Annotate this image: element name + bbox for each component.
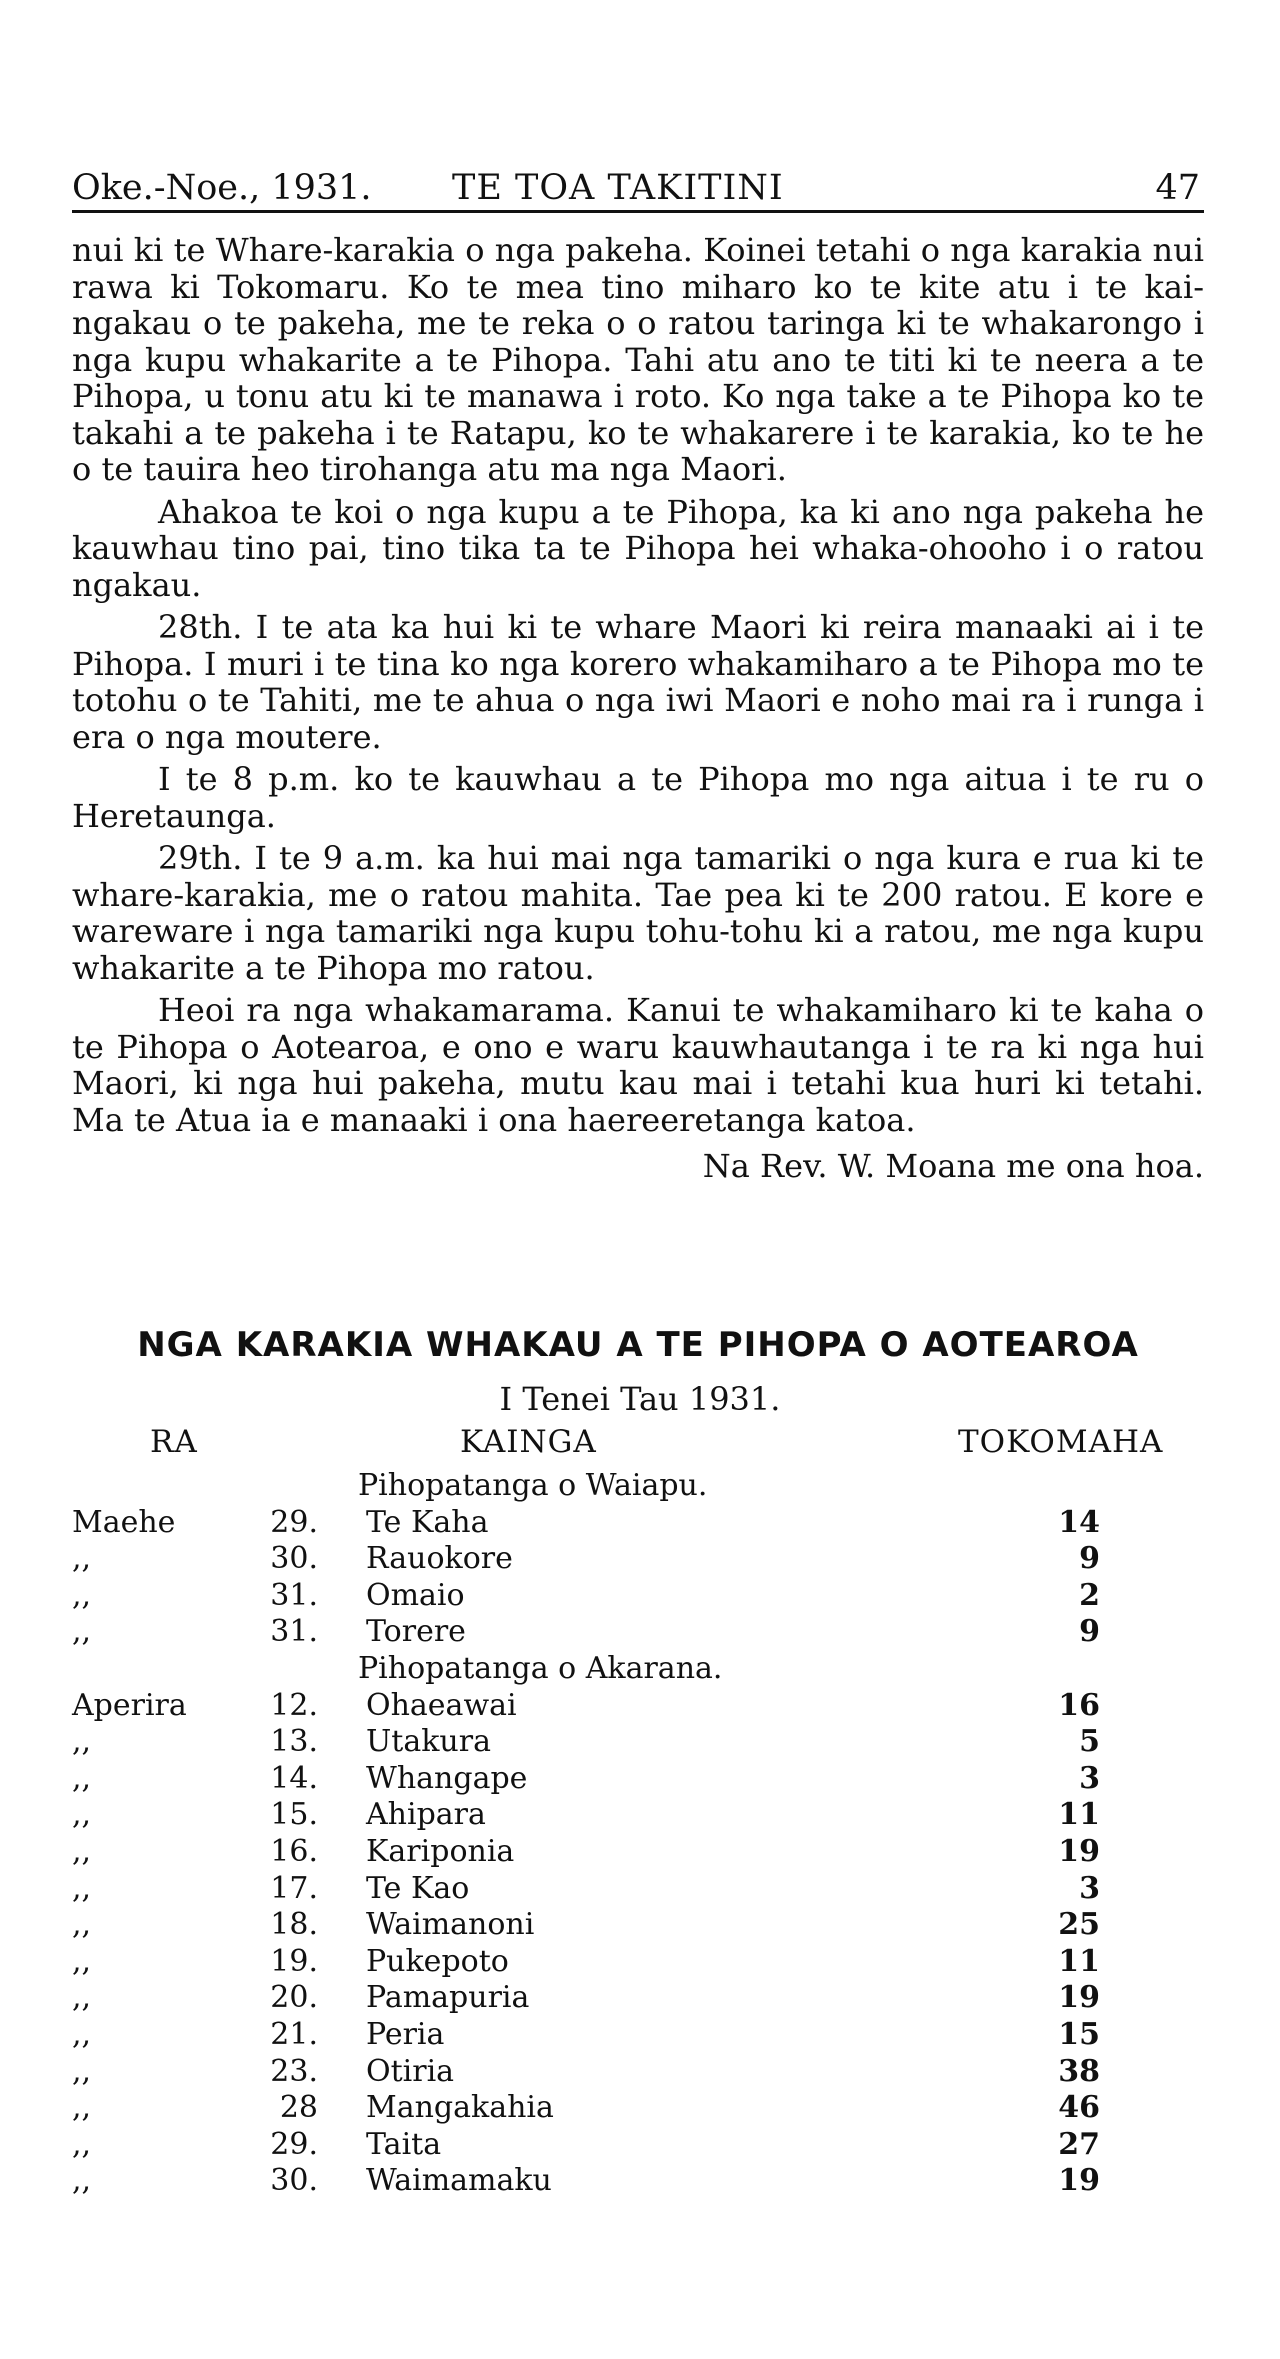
month-cell: ,, <box>72 2016 92 2052</box>
table-row <box>0 2127 1280 2164</box>
table-row <box>0 1614 1280 1651</box>
place-cell: Waimanoni <box>366 1907 535 1943</box>
day-cell: 29. <box>270 2126 318 2162</box>
table-row <box>0 2163 1280 2200</box>
day-cell: 30. <box>270 2163 318 2199</box>
month-cell: ,, <box>72 1870 92 1906</box>
table-row <box>0 2090 1280 2127</box>
count-cell: 19 <box>1058 1980 1100 2016</box>
place-cell: Whangape <box>366 1760 528 1796</box>
day-cell: 13. <box>270 1724 318 1760</box>
column-header-kainga: KAINGA <box>460 1424 597 1460</box>
day-cell: 16. <box>270 1833 318 1869</box>
header-title: TE TOA TAKITINI <box>452 168 784 208</box>
paragraph: 28th. I te ata ka hui ki te whare Maori ki reira manaaki ai i te Pihopa. I muri i te tina ko nga korero whakamiharo a te Pihopa mo te totohu o te Tahiti, me te ahua o nga iwi Maori e noho mai ra i runga i era o nga moutere. <box>72 608 1204 756</box>
place-cell: Omaio <box>366 1577 465 1613</box>
column-header-ra: RA <box>150 1424 198 1460</box>
table-row <box>0 2017 1280 2054</box>
day-cell: 15. <box>270 1797 318 1833</box>
table-row <box>0 2054 1280 2091</box>
table-row <box>0 1761 1280 1798</box>
count-cell: 14 <box>1058 1504 1100 1540</box>
paragraph: 29th. I te 9 a.m. ka hui mai nga tamariki o nga kura e rua ki te whare-karakia, me o ratou mahita. Tae pea ki te 200 ratou. E kore e wareware i nga tamariki nga kupu tohu-tohu ki a ratou, me nga kupu whakarite a te Pihopa mo ratou. <box>72 839 1204 987</box>
count-cell: 9 <box>1079 1614 1100 1650</box>
day-cell: 29. <box>270 1504 318 1540</box>
district-row <box>0 1468 1280 1505</box>
paragraph: Ahakoa te koi o nga kupu a te Pihopa, ka ki ano nga pakeha he kauwhau tino pai, tino tika ta te Pihopa hei whaka-ohooho i o ratou ngakau. <box>72 492 1204 604</box>
day-cell: 12. <box>270 1687 318 1723</box>
place-cell: Pamapuria <box>366 1980 530 2016</box>
month-cell: Maehe <box>72 1504 176 1540</box>
month-cell: ,, <box>72 1760 92 1796</box>
month-cell: ,, <box>72 1541 92 1577</box>
paragraph: nui ki te Whare-karakia o nga pakeha. Koinei tetahi o nga karakia nui rawa ki Tokomaru. Ko te mea tino miharo ko te kite atu i te kai-ngakau o te pakeha, me te reka o o ratou taringa ki te whakarongo i nga kupu whakarite a te Pihopa. Tahi atu ano te titi ki te neera a te Pihopa, u tonu atu ki te manawa i roto. Ko nga take a te Pihopa ko te takahi a te pakeha i te Ratapu, ko te whakarere i te karakia, ko te he o te tauira heo tirohanga atu ma nga Maori. <box>72 231 1204 488</box>
day-cell: 31. <box>270 1614 318 1650</box>
table-row <box>0 1505 1280 1542</box>
table-row <box>0 1541 1280 1578</box>
place-cell: Taita <box>366 2126 442 2162</box>
place-cell: Mangakahia <box>366 2090 554 2126</box>
count-cell: 9 <box>1079 1541 1100 1577</box>
place-cell: Utakura <box>366 1724 491 1760</box>
article-body <box>72 232 1204 1191</box>
month-cell: ,, <box>72 1614 92 1650</box>
day-cell: 30. <box>270 1541 318 1577</box>
day-cell: 31. <box>270 1577 318 1613</box>
district-row <box>0 1651 1280 1688</box>
count-cell: 19 <box>1058 2163 1100 2199</box>
count-cell: 27 <box>1058 2126 1100 2162</box>
count-cell: 11 <box>1058 1797 1100 1833</box>
table-row <box>0 1980 1280 2017</box>
month-cell: ,, <box>72 2126 92 2162</box>
place-cell: Ahipara <box>366 1797 486 1833</box>
count-cell: 11 <box>1058 1943 1100 1979</box>
count-cell: 3 <box>1079 1870 1100 1906</box>
signature: Na Rev. W. Moana me ona hoa. <box>702 1147 1204 1185</box>
day-cell: 28 <box>279 2090 318 2126</box>
confirmations-table <box>0 1468 1280 2200</box>
day-cell: 19. <box>270 1943 318 1979</box>
table-row <box>0 1797 1280 1834</box>
count-cell: 3 <box>1079 1760 1100 1796</box>
month-cell: ,, <box>72 1577 92 1613</box>
count-cell: 15 <box>1058 2016 1100 2052</box>
month-cell: ,, <box>72 1980 92 2016</box>
count-cell: 46 <box>1058 2090 1100 2126</box>
place-cell: Peria <box>366 2016 445 2052</box>
place-cell: Te Kaha <box>366 1504 489 1540</box>
running-header <box>72 166 1204 213</box>
count-cell: 5 <box>1079 1724 1100 1760</box>
month-cell: ,, <box>72 2053 92 2089</box>
month-cell: ,, <box>72 1907 92 1943</box>
district-name: Pihopatanga o Akarana. <box>358 1650 723 1686</box>
month-cell: ,, <box>72 1797 92 1833</box>
count-cell: 16 <box>1058 1687 1100 1723</box>
place-cell: Ohaeawai <box>366 1687 517 1723</box>
day-cell: 23. <box>270 2053 318 2089</box>
place-cell: Rauokore <box>366 1541 513 1577</box>
month-cell: ,, <box>72 2090 92 2126</box>
month-cell: ,, <box>72 1943 92 1979</box>
count-cell: 38 <box>1058 2053 1100 2089</box>
table-row <box>0 1944 1280 1981</box>
count-cell: 2 <box>1079 1577 1100 1613</box>
page-number: 47 <box>1155 168 1200 208</box>
table-row <box>0 1834 1280 1871</box>
paragraph: I te 8 p.m. ko te kauwhau a te Pihopa mo nga aitua i te ru o Heretaunga. <box>72 760 1204 835</box>
day-cell: 21. <box>270 2016 318 2052</box>
section-title: NGA KARAKIA WHAKAU A TE PIHOPA O AOTEAROA <box>137 1325 1139 1365</box>
count-cell: 25 <box>1058 1907 1100 1943</box>
section-subtitle: I Tenei Tau 1931. <box>499 1380 781 1418</box>
place-cell: Kariponia <box>366 1833 515 1869</box>
month-cell: ,, <box>72 2163 92 2199</box>
column-header-tokomaha: TOKOMAHA <box>958 1424 1164 1460</box>
paragraph: Heoi ra nga whakamarama. Kanui te whakamiharo ki te kaha o te Pihopa o Aotearoa, e ono e waru kauwhautanga i te ra ki nga hui Maori, ki nga hui pakeha, mutu kau mai i tetahi kua huri ki tetahi. Ma te Atua ia e manaaki i ona haereeretanga katoa. <box>72 991 1204 1139</box>
table-row <box>0 1578 1280 1615</box>
month-cell: ,, <box>72 1724 92 1760</box>
day-cell: 20. <box>270 1980 318 2016</box>
day-cell: 17. <box>270 1870 318 1906</box>
month-cell: ,, <box>72 1833 92 1869</box>
month-cell: Aperira <box>72 1687 187 1723</box>
place-cell: Waimamaku <box>366 2163 552 2199</box>
place-cell: Te Kao <box>366 1870 470 1906</box>
table-row <box>0 1724 1280 1761</box>
day-cell: 14. <box>270 1760 318 1796</box>
day-cell: 18. <box>270 1907 318 1943</box>
count-cell: 19 <box>1058 1833 1100 1869</box>
table-row <box>0 1907 1280 1944</box>
table-row <box>0 1688 1280 1725</box>
place-cell: Torere <box>366 1614 466 1650</box>
header-date: Oke.-Noe., 1931. <box>72 168 372 208</box>
place-cell: Pukepoto <box>366 1943 509 1979</box>
district-name: Pihopatanga o Waiapu. <box>358 1468 708 1503</box>
place-cell: Otiria <box>366 2053 455 2089</box>
table-row <box>0 1871 1280 1908</box>
